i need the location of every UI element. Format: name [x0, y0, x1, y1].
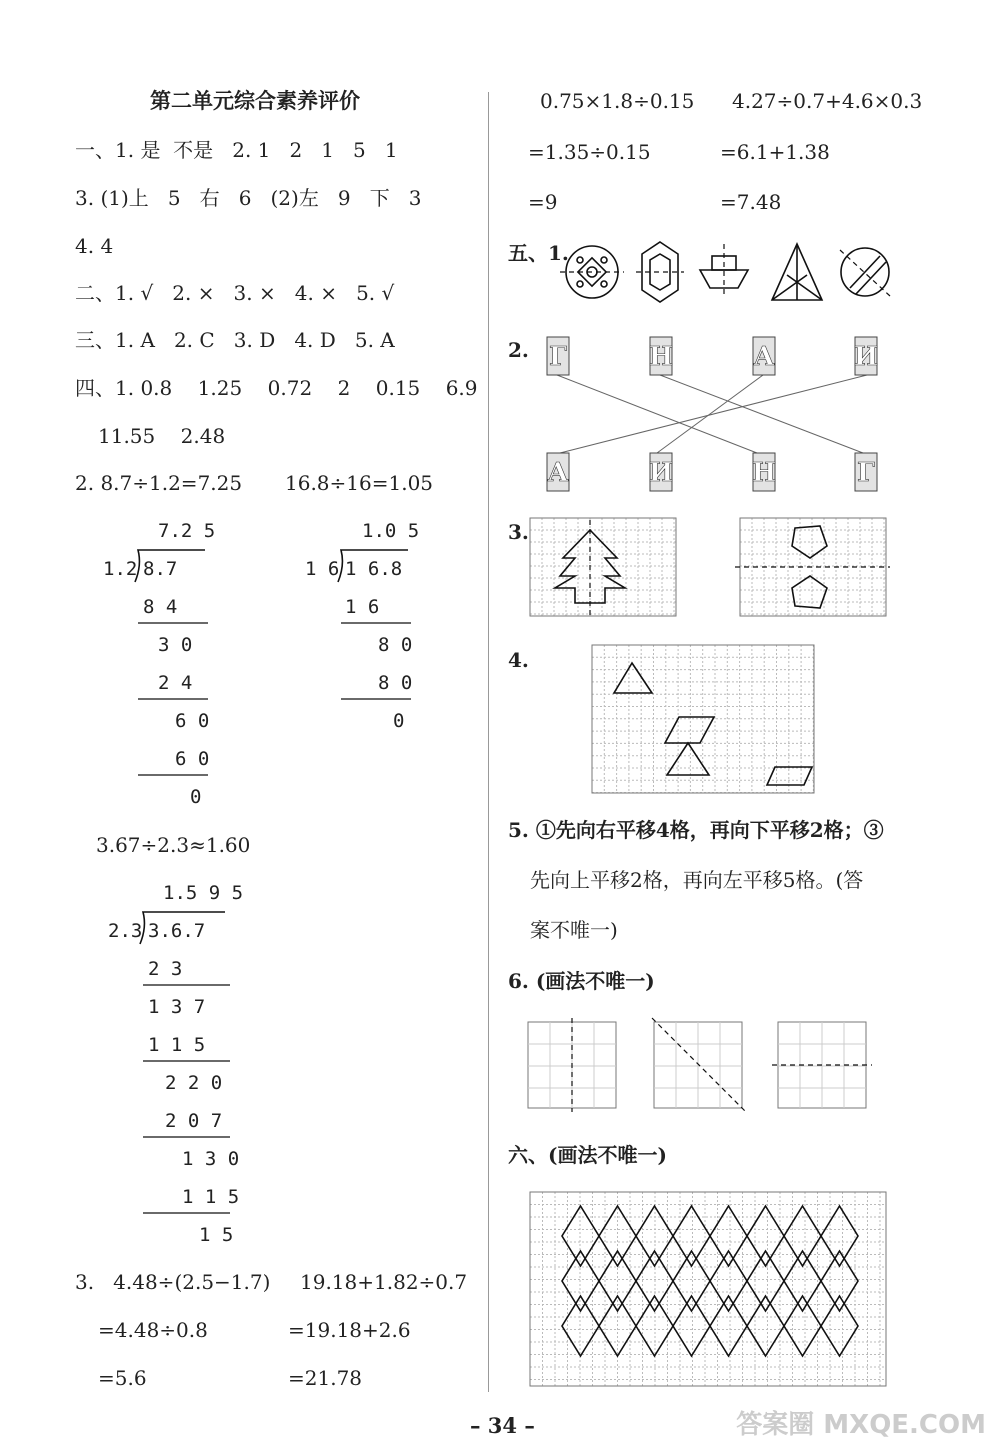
rhombus	[821, 1251, 858, 1311]
equation-3b: 19.18+1.82÷0.7	[300, 1270, 468, 1294]
boat-figure	[700, 244, 748, 298]
rhombus	[821, 1206, 858, 1266]
translation-grid	[592, 645, 817, 795]
rhombus	[747, 1206, 784, 1266]
svg-text:Г: Г	[857, 458, 875, 488]
watermark: 答案圈 MXQE.COM	[736, 1410, 986, 1440]
rhombus	[710, 1206, 747, 1266]
answer-section-2: 二、1. √ 2. × 3. × 4. × 5. √	[75, 281, 395, 305]
equation-3a: 3. 4.48÷(2.5−1.7)	[75, 1270, 271, 1294]
svg-text:И: И	[853, 342, 879, 372]
symmetry-figures	[560, 240, 895, 305]
label-q5-6: 6. (画法不唯一)	[508, 969, 655, 993]
matching-figure	[545, 335, 885, 495]
equation-3b-step: =19.18+2.6	[288, 1318, 411, 1342]
svg-text:Н: Н	[648, 342, 674, 372]
q5-5-line3: 案不唯一)	[530, 918, 618, 942]
rhombus-pattern-grid	[530, 1192, 890, 1388]
rhombus	[710, 1251, 747, 1311]
mandala-figure	[560, 246, 624, 298]
answer-section-3: 三、1. A 2. C 3. D 4. D 5. A	[75, 328, 395, 352]
division-bracket-2	[333, 545, 423, 715]
grid-6b	[652, 1018, 746, 1112]
division-bracket-3	[135, 907, 235, 1217]
answer-section-4: 四、1. 0.8 1.25 0.72 2 0.15 6.9	[75, 376, 478, 400]
rhombus	[673, 1206, 710, 1266]
rhombus	[747, 1251, 784, 1311]
equation-r3a: =9	[528, 190, 558, 214]
page-number: – 34 –	[470, 1413, 535, 1438]
division-bracket-1	[130, 545, 220, 815]
equation-3a-result: =5.6	[98, 1366, 147, 1390]
tile-top-3	[753, 337, 775, 375]
symmetry-axes-figure	[528, 1018, 878, 1113]
label-q5-3: 3.	[508, 520, 529, 544]
triangle-figure	[772, 244, 822, 300]
answer-section-1-4: 4. 4	[75, 234, 114, 258]
equation-r3b: =7.48	[720, 190, 782, 214]
svg-text:А: А	[753, 342, 775, 372]
equation-3a-step: =4.48÷0.8	[98, 1318, 208, 1342]
label-q6: 六、(画法不唯一)	[508, 1143, 667, 1167]
rhombus	[784, 1206, 821, 1266]
grid-6a	[528, 1018, 616, 1112]
equation-r2a: =1.35÷0.15	[528, 140, 651, 164]
tile-bottom-2	[649, 453, 674, 491]
page-title: 第二单元综合素养评价	[150, 89, 360, 113]
hexagon-figure	[636, 242, 684, 302]
label-q5-5: 5. ①先向右平移4格，再向下平移2格；③	[508, 818, 884, 842]
column-divider	[488, 92, 489, 1392]
equation-r1a: 0.75×1.8÷0.15	[540, 89, 695, 113]
answer-section-1-3: 3. (1)上 5 右 6 (2)左 9 下 3	[75, 186, 422, 210]
label-q5-1: 五、1.	[508, 241, 569, 265]
tile-top-4	[854, 337, 879, 375]
equation-r2b: =6.1+1.38	[720, 140, 830, 164]
equation-2a: 2. 8.7÷1.2=7.25	[75, 471, 243, 495]
tile-bottom-1	[547, 453, 569, 491]
svg-text:Г: Г	[549, 342, 567, 372]
q5-5-line2: 先向上平移2格，再向左平移5格。(答	[530, 868, 864, 892]
tile-top-2	[649, 337, 674, 375]
label-q5-2: 2.	[508, 338, 529, 362]
grid-figure-3	[530, 518, 890, 618]
equation-2b: 16.8÷16=1.05	[285, 471, 434, 495]
circle-slash-figure	[840, 248, 890, 296]
label-q5-4: 4.	[508, 648, 529, 672]
svg-text:А: А	[547, 458, 569, 488]
svg-text:Н: Н	[751, 458, 777, 488]
tile-bottom-4	[855, 453, 877, 491]
rhombus	[673, 1251, 710, 1311]
grid-6c	[772, 1022, 872, 1108]
equation-3b-result: =21.78	[288, 1366, 363, 1390]
svg-text:И: И	[648, 458, 674, 488]
tile-top-1	[547, 337, 569, 375]
answer-section-1: 一、1. 是 不是 2. 1 2 1 5 1	[75, 138, 398, 162]
tile-bottom-3	[752, 453, 777, 491]
rhombus	[784, 1251, 821, 1311]
answer-section-4-cont: 11.55 2.48	[98, 424, 226, 448]
equation-r1b: 4.27÷0.7+4.6×0.3	[732, 89, 923, 113]
equation-approx: 3.67÷2.3≈1.60	[96, 833, 251, 857]
